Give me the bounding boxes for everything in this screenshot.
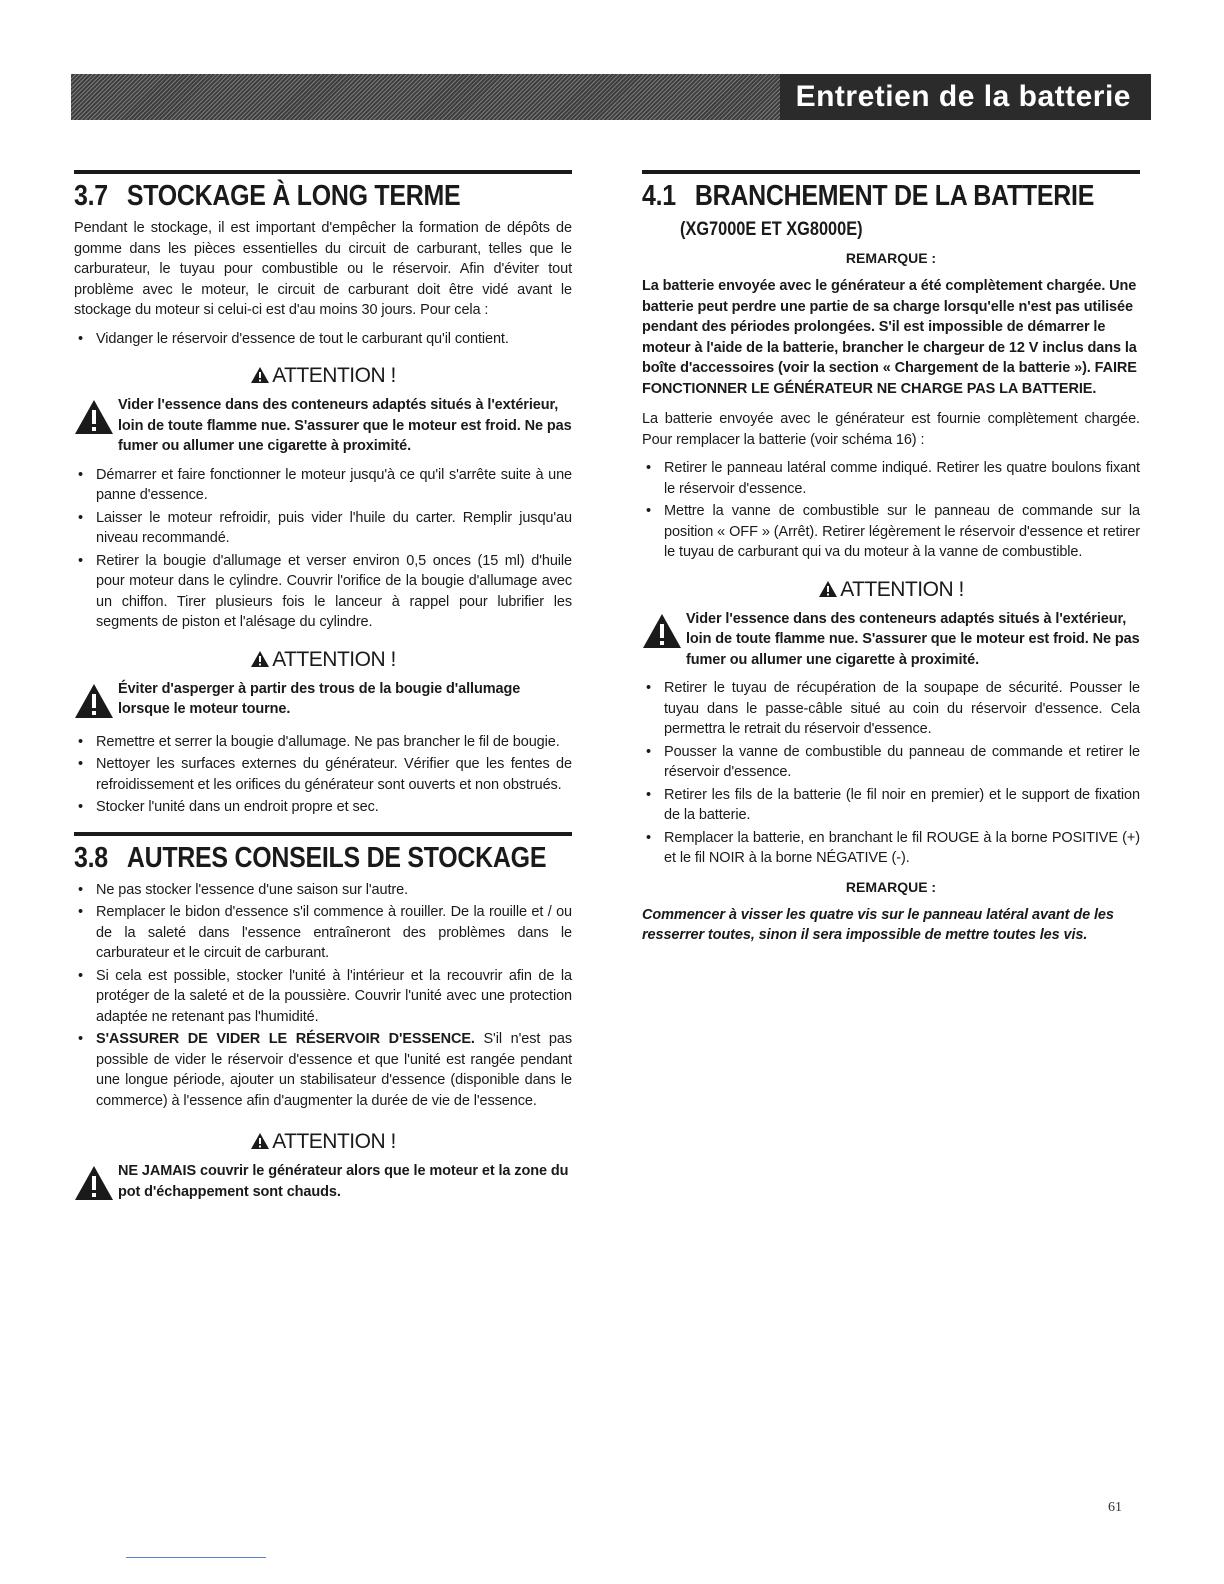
warning-triangle-icon: [250, 650, 270, 668]
bullet-list: [642, 678, 1140, 869]
list-item: • Retirer le panneau latéral comme indiqué. Retirer les quatre boulons fixant le réservoir d'essence.: [646, 460, 1140, 497]
list-item: • Nettoyer les surfaces externes du générateur. Vérifier que les fentes de refroidissement et les orifices du générateur sont ouverts et non obstrués.: [78, 756, 572, 793]
section-3-8-heading: [74, 841, 547, 874]
section-divider: [74, 170, 572, 174]
section-intro: Pendant le stockage, il est important d'empêcher la formation de dépôts de gomme dans les pièces essentielles du circuit de carburant, telles que le carburateur, le tuyau pour combustible ou le réservoir. Afin d'éviter tout problème avec le moteur, le circuit de carburant doit être vidé avant le stockage du moteur si celui-ci est d'au moins 30 jours. Pour cela :: [74, 220, 572, 318]
attention-heading: ATTENTION !: [74, 363, 572, 389]
page-number: 61: [1108, 1500, 1122, 1515]
warning-text: Vider l'essence dans des conteneurs adaptés situés à l'extérieur, loin de toute flamme nue. S'assurer que le moteur est froid. Ne pas fumer ou allumer une cigarette à proximité.: [118, 397, 572, 454]
note-heading: REMARQUE :: [845, 250, 937, 266]
bullet-list: [74, 880, 572, 1112]
warning-triangle-icon: [250, 1132, 270, 1150]
list-item: • Stocker l'unité dans un endroit propre et sec.: [78, 799, 379, 815]
footer-line: [126, 1557, 266, 1558]
warning-triangle-icon: [818, 580, 838, 598]
note-heading: REMARQUE :: [845, 878, 937, 895]
warning-box: [74, 395, 572, 457]
list-item: • Vidanger le réservoir d'essence de tout le carburant qu'il contient.: [78, 330, 509, 347]
section-title: AUTRES CONSEILS DE STOCKAGE: [126, 841, 547, 874]
warning-box: [642, 609, 1140, 671]
section-divider: [642, 170, 1140, 174]
list-item: • Pousser la vanne de combustible du panneau de commande et retirer le réservoir d'essence.: [646, 743, 1140, 780]
attention-heading: ATTENTION !: [642, 577, 1140, 603]
bullet-list: [642, 458, 1140, 563]
list-item: • Retirer le tuyau de récupération de la soupape de sécurité. Pousser le tuyau dans le passe-câble situé au coin du réservoir d'essence. Cela permettra le retrait du réservoir d'essence.: [646, 680, 1140, 737]
list-item: • Remplacer la batterie, en branchant le fil ROUGE à la borne POSITIVE (+) et le fil NOIR à la borne NÉGATIVE (-).: [646, 829, 1140, 866]
section-header-bar: [71, 74, 1151, 120]
section-header-title: Entretien de la batterie: [780, 74, 1151, 120]
list-item: • S'ASSURER DE VIDER LE RÉSERVOIR D'ESSENCE. S'il n'est pas possible de vider le réservoir d'essence et que l'unité est rangée pendant une longue période, ajouter un stabilisateur d'essence (disponible dans le commerce) à l'essence afin d'augmenter la durée de vie de l'essence.: [78, 1031, 572, 1109]
warning-box: [74, 1161, 572, 1206]
bullet-list: [74, 732, 572, 818]
list-item: • Remplacer le bidon d'essence s'il commence à rouiller. De la rouille et / ou de la saleté dans l'essence entraîneront des problèmes dans le carburateur et le circuit de carburant.: [78, 904, 572, 961]
section-title: STOCKAGE À LONG TERME: [126, 180, 461, 212]
list-item: • Mettre la vanne de combustible sur le panneau de commande sur la position « OFF » (Arrêt). Retirer légèrement le réservoir d'essence et retirer le tuyau de carburant qui va du moteur à la vanne de combustible.: [646, 503, 1140, 560]
bullet-list: [74, 465, 572, 633]
attention-heading: ATTENTION !: [74, 1129, 572, 1155]
warning-text: Vider l'essence dans des conteneurs adaptés situés à l'extérieur, loin de toute flamme nue. S'assurer que le moteur est froid. Ne pas fumer ou allumer une cigarette à proximité.: [686, 610, 1140, 668]
note-text: Commencer à visser les quatre vis sur le panneau latéral avant de les resserrer toutes, sinon il sera impossible de mettre toutes les vis.: [642, 906, 1114, 943]
section-number: 4.1: [642, 180, 676, 212]
attention-heading: ATTENTION !: [74, 647, 572, 673]
list-item: • Démarrer et faire fonctionner le moteur jusqu'à ce qu'il s'arrête suite à une panne d'essence.: [78, 466, 572, 503]
section-title: BRANCHEMENT DE LA BATTERIE: [694, 180, 1095, 212]
list-item: • Si cela est possible, stocker l'unité à l'intérieur et la recouvrir afin de la protéger de la saleté et de la poussière. Couvrir l'unité avec une protection adaptée ne retenant pas l'humidité.: [78, 967, 572, 1025]
warning-triangle-icon: [250, 366, 270, 384]
right-column: [642, 170, 1140, 946]
section-number: 3.8: [74, 841, 108, 874]
section-4-1-heading: [642, 180, 1095, 212]
list-item: • Remettre et serrer la bougie d'allumage. Ne pas brancher le fil de bougie.: [78, 733, 560, 750]
list-item: • Retirer les fils de la batterie (le fil noir en premier) et le support de fixation de la batterie.: [646, 786, 1140, 823]
list-item: • Ne pas stocker l'essence d'une saison sur l'autre.: [78, 881, 408, 898]
section-intro: La batterie envoyée avec le générateur est fournie complètement chargée. Pour remplacer la batterie (voir schéma 16) :: [642, 411, 1140, 448]
warning-text: Éviter d'asperger à partir des trous de la bougie d'allumage lorsque le moteur tourne.: [118, 680, 521, 717]
bullet-list: [74, 329, 572, 350]
note-text: La batterie envoyée avec le générateur a été complètement chargée. Une batterie peut perdre une partie de sa charge lorsqu'elle n'est pas utilisée pendant des périodes prolongées. S'il est impossible de démarrer le moteur à l'aide de la batterie, brancher le chargeur de 12 V inclus dans la boîte d'accessoires (voir la section « Chargement de la batterie »). FAIRE FONCTIONNER LE GÉNÉRATEUR NE CHARGE PAS LA BATTERIE.: [642, 278, 1137, 397]
warning-text: NE JAMAIS couvrir le générateur alors que le moteur et la zone du pot d'échappement sont chauds.: [118, 1163, 569, 1200]
warning-triangle-icon: [642, 613, 682, 649]
section-number: 3.7: [74, 180, 108, 212]
section-3-7-heading: [74, 180, 502, 212]
list-item: • Laisser le moteur refroidir, puis vider l'huile du carter. Remplir jusqu'au niveau recommandé.: [78, 509, 572, 546]
warning-box: [74, 679, 572, 724]
warning-triangle-icon: [74, 1165, 114, 1201]
left-column: [74, 170, 572, 1214]
section-subtitle: (XG7000E ET XG8000E): [680, 219, 863, 240]
section-divider: [74, 832, 572, 836]
warning-triangle-icon: [74, 683, 114, 719]
list-item: • Retirer la bougie d'allumage et verser environ 0,5 onces (15 ml) d'huile pour moteur dans le cylindre. Couvrir l'orifice de la bougie d'allumage avec un chiffon. Tirer plusieurs fois le lanceur à rappel pour lubrifier les segments de piston et l'alésage du cylindre.: [78, 552, 572, 630]
warning-triangle-icon: [74, 399, 114, 435]
